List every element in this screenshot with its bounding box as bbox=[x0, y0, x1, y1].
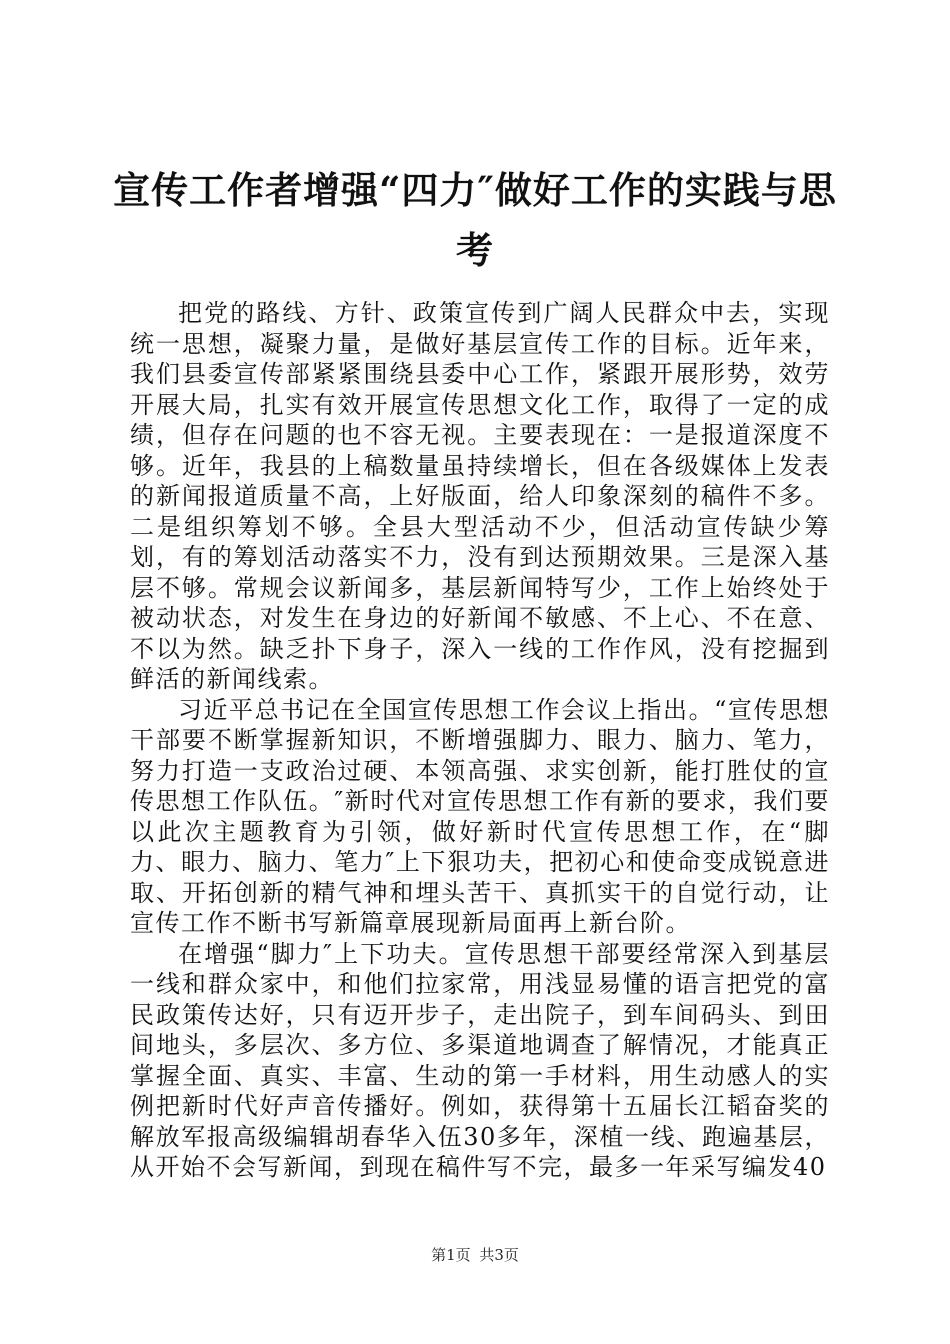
paragraph: 习近平总书记在全国宣传思想工作会议上指出。“宣传思想干部要不断掌握新知识，不断增强脚力、眼力、脑力、笔力，努力打造一支政治过硬、本领高强、求实创新，能打胜仗的宣传思想工作队伍。″新时代对宣传思想工作有新的要求，我们要以此次主题教育为引领，做好新时代宣传思想工作，在“脚力、眼力、脑力、笔力″上下狠功夫，把初心和使命变成锐意进取、开拓创新的精气神和埋头苦干、真抓实干的自觉行动，让宣传工作不断书写新篇章展现新局面再上新台阶。 bbox=[130, 695, 830, 937]
document-body bbox=[130, 298, 830, 1183]
document-title: 宣传工作者增强“四力″做好工作的实践与思考 bbox=[113, 168, 837, 272]
paragraph: 在增强“脚力″上下功夫。宣传思想干部要经常深入到基层一线和群众家中，和他们拉家常，用浅显易懂的语言把党的富民政策传达好，只有迈开步子，走出院子，到车间码头、到田间地头，多层次、多方位、多渠道地调查了解情况，才能真正掌握全面、真实、丰富、生动的第一手材料，用生动感人的实例把新时代好声音传播好。例如，获得第十五届长江韬奋奖的解放军报高级编辑胡春华入伍30多年，深植一线、跑遍基层，从开始不会写新闻，到现在稿件写不完，最多一年采写编发40 bbox=[130, 939, 830, 1181]
paragraph: 把党的路线、方针、政策宣传到广阔人民群众中去，实现统一思想，凝聚力量，是做好基层宣传工作的目标。近年来，我们县委宣传部紧紧围绕县委中心工作，紧跟开展形势，效劳开展大局，扎实有效开展宣传思想文化工作，取得了一定的成绩，但存在问题的也不容无视。主要表现在：一是报道深度不够。近年，我县的上稿数量虽持续增长，但在各级媒体上发表的新闻报道质量不高，上好版面，给人印象深刻的稿件不多。二是组织筹划不够。全县大型活动不少，但活动宣传缺少筹划，有的筹划活动落实不力，没有到达预期效果。三是深入基层不够。常规会议新闻多，基层新闻特写少，工作上始终处于被动状态，对发生在身边的好新闻不敏感、不上心、不在意、不以为然。缺乏扑下身子，深入一线的工作作风，没有挖掘到鲜活的新闻线索。 bbox=[130, 299, 830, 693]
page-footer: 第1页 共3页 bbox=[431, 1246, 519, 1264]
